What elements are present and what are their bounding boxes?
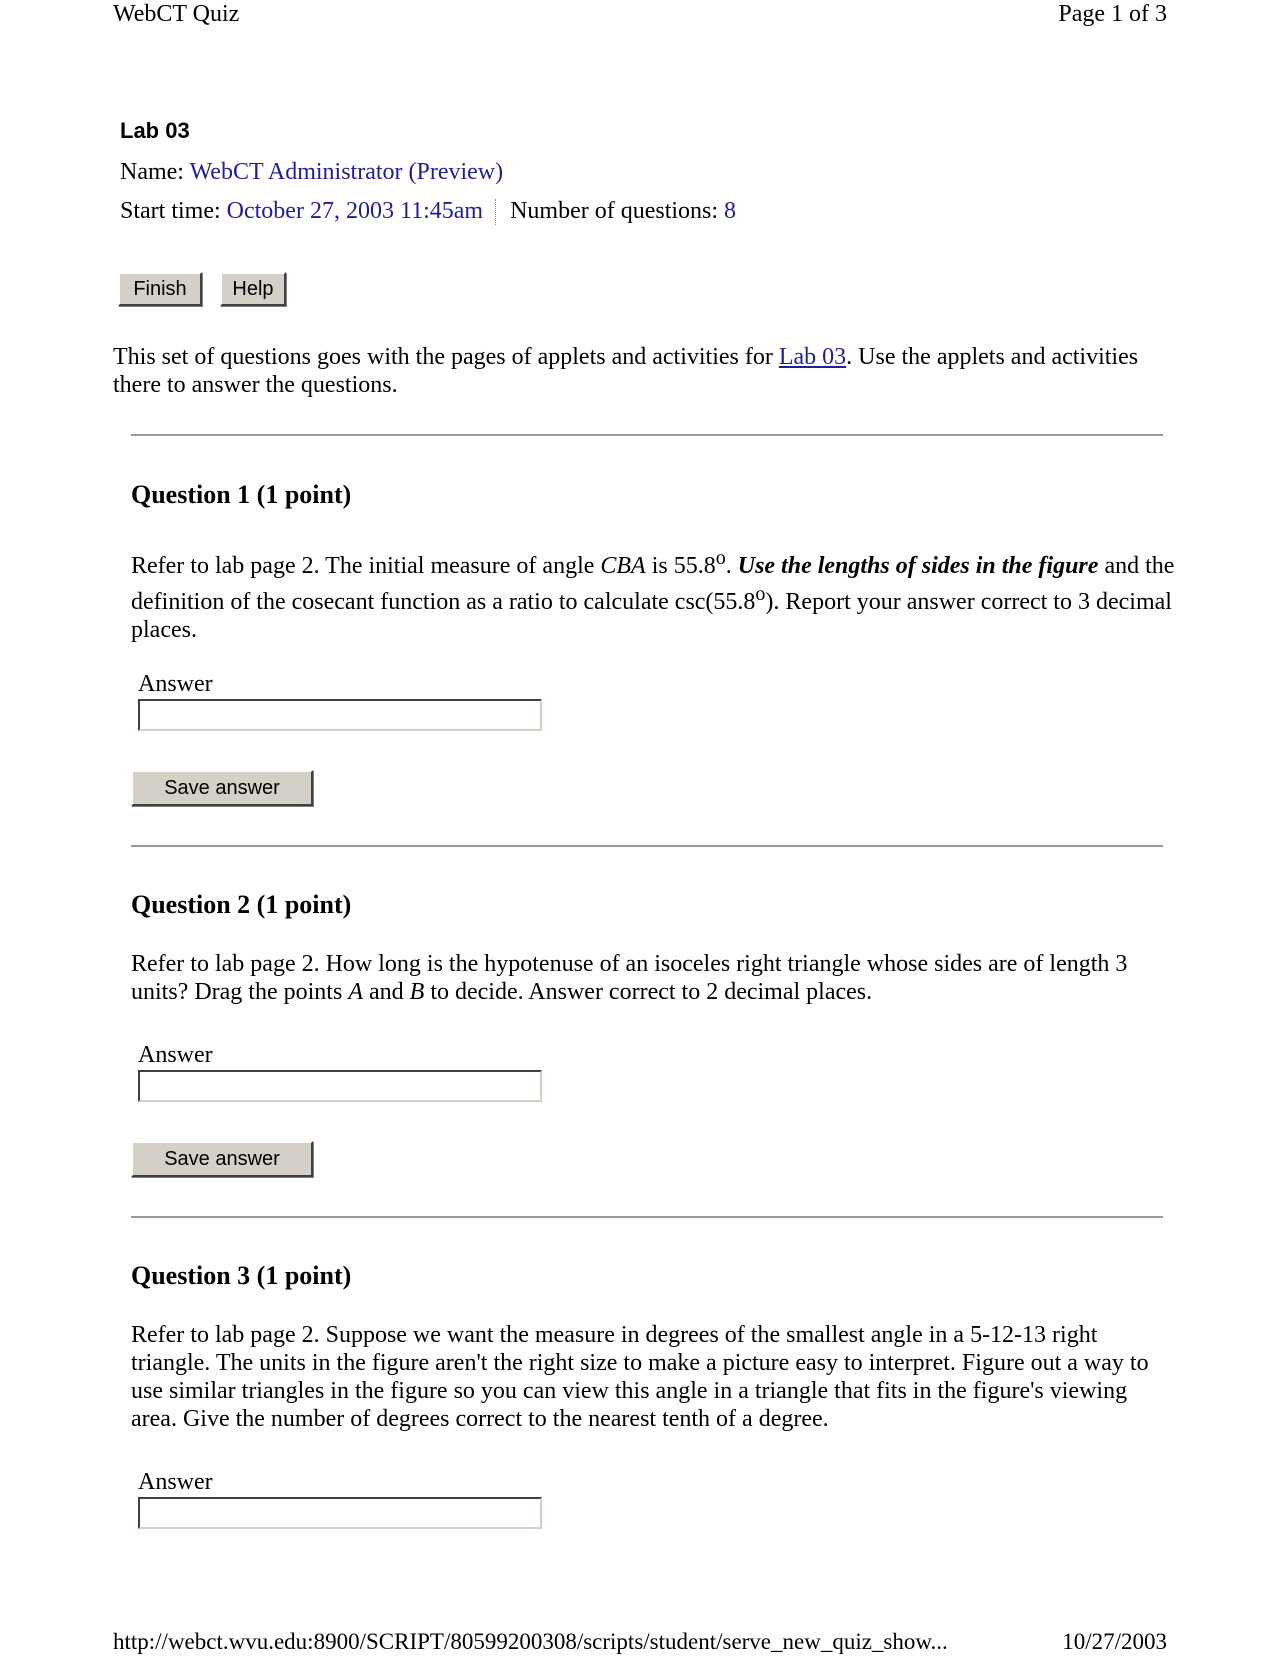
- question-3-title: Question 3 (1 point): [131, 1261, 352, 1290]
- divider-2: [131, 845, 1163, 847]
- q2-text-part: and: [362, 979, 410, 1005]
- q2-point-b: B: [409, 979, 425, 1005]
- degree-symbol: o: [715, 547, 726, 569]
- divider-3: [131, 1216, 1163, 1218]
- question-2-save-button[interactable]: Save answer: [131, 1141, 313, 1177]
- name-value: WebCT Administrator (Preview): [189, 159, 504, 185]
- name-label: Name:: [120, 159, 184, 185]
- degree-symbol: o: [755, 583, 766, 605]
- question-count-label: Number of questions:: [510, 198, 719, 224]
- q2-text-part: Refer to lab page 2. How long is the hypotenuse of an isoceles right triangle whose sides are of length 3 units? Drag the points: [131, 951, 1128, 1005]
- question-2-answer-input[interactable]: [138, 1070, 542, 1102]
- q2-point-a: A: [348, 979, 363, 1005]
- intro-text-before: This set of questions goes with the pages of applets and activities for: [113, 344, 779, 370]
- q1-emphasis: Use the lengths of sides in the figure: [737, 553, 1099, 579]
- q2-text-part: to decide. Answer correct to 2 decimal places.: [424, 979, 873, 1005]
- q1-text-part: .: [725, 553, 738, 579]
- lab-03-link[interactable]: Lab 03: [778, 344, 847, 370]
- q1-text-part: ). Report your answer correct to 3 decimal places.: [131, 589, 1172, 643]
- info-divider: [495, 199, 496, 225]
- print-header: [113, 0, 1167, 28]
- question-1-text: [131, 544, 1176, 644]
- question-3-answer-label: Answer: [138, 1469, 213, 1495]
- question-3-answer-input[interactable]: [138, 1497, 542, 1529]
- question-1-answer-label: Answer: [138, 671, 213, 697]
- question-3-text: Refer to lab page 2. Suppose we want the measure in degrees of the smallest angle in a 5-12-13 right triangle. The units in the figure aren't the right size to make a picture easy to interpret. Figure out a way to use similar triangles in the figure so you can view this angle in a triangle that fits in the figure's viewing area. Give the number of degrees correct to the nearest tenth of a degree.: [131, 1322, 1149, 1432]
- finish-button[interactable]: Finish: [118, 272, 202, 306]
- q1-text-part: Refer to lab page 2. The initial measure of angle: [131, 553, 601, 579]
- start-time-value: October 27, 2003 11:45am: [226, 198, 484, 224]
- divider-1: [131, 434, 1163, 436]
- footer-date: 10/27/2003: [1062, 1629, 1167, 1654]
- intro-text-after: . Use the applets and activities there to answer the questions.: [113, 344, 1139, 398]
- quiz-title: Lab 03: [120, 118, 190, 143]
- question-count-value: 8: [724, 198, 737, 224]
- start-line: [120, 197, 736, 225]
- question-2-title: Question 2 (1 point): [131, 890, 352, 919]
- question-2-text: [131, 950, 1176, 1006]
- q1-angle-variable: CBA: [600, 553, 646, 579]
- question-1-answer-input[interactable]: [138, 699, 542, 731]
- start-time-label: Start time:: [120, 198, 221, 224]
- footer-url: http://webct.wvu.edu:8900/SCRIPT/80599200308/scripts/student/serve_new_quiz_show...: [113, 1629, 948, 1654]
- q1-text-part: is 55.8: [645, 553, 716, 579]
- app-title: WebCT Quiz: [113, 1, 240, 27]
- name-line: [120, 158, 503, 186]
- q1-text-part: and the definition of the cosecant function as a ratio to calculate csc(55.8: [131, 553, 1175, 615]
- help-button[interactable]: Help: [220, 272, 286, 306]
- intro-text: [113, 343, 1173, 399]
- question-1-save-button[interactable]: Save answer: [131, 770, 313, 806]
- page-indicator: Page 1 of 3: [1058, 1, 1167, 27]
- question-2-answer-label: Answer: [138, 1042, 213, 1068]
- question-1-title: Question 1 (1 point): [131, 480, 352, 509]
- print-footer: [113, 1628, 1167, 1656]
